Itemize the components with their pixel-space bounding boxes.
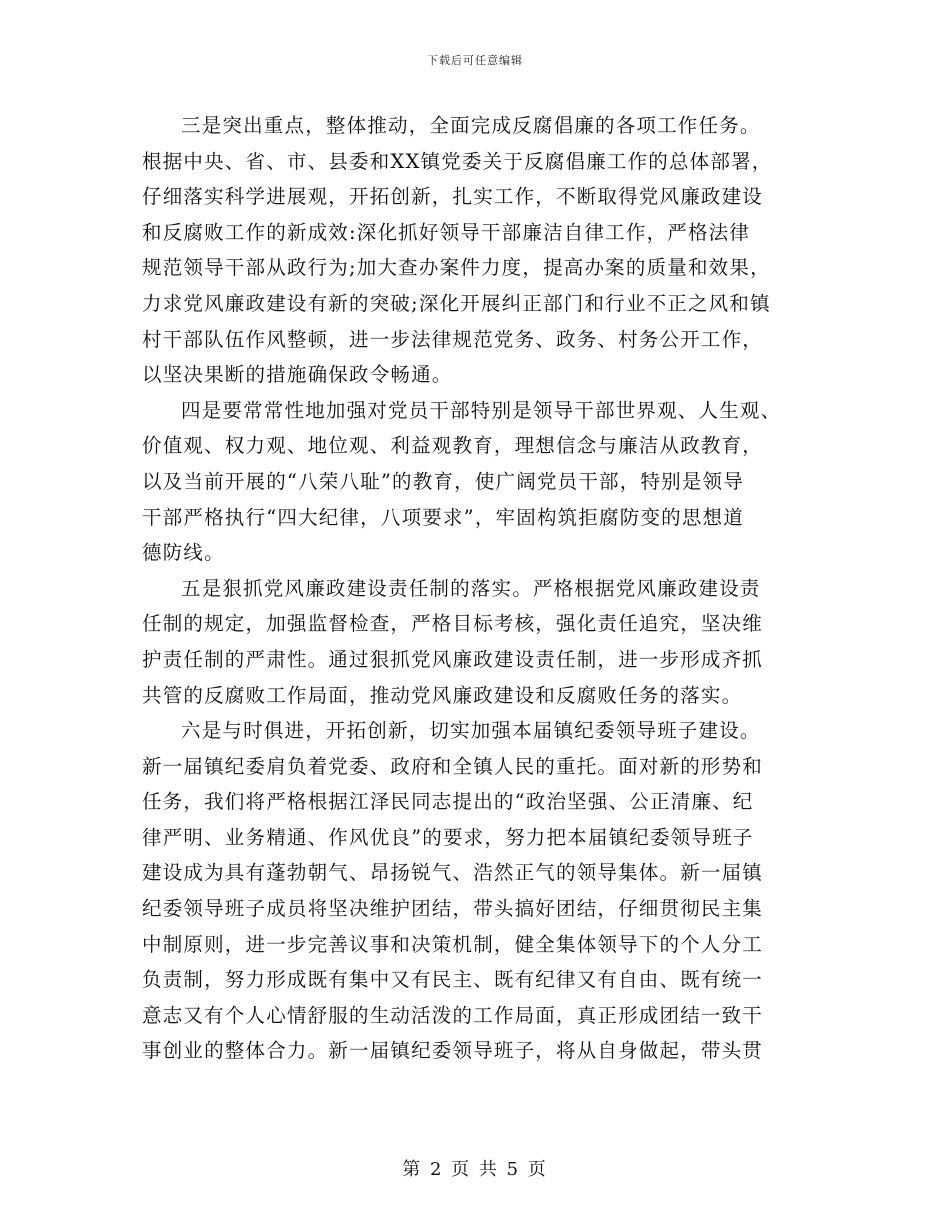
page-number: 第 2 页 共 5 页 bbox=[402, 1159, 548, 1180]
paragraph-line: 建设成为具有蓬勃朝气、昂扬锐气、浩然正气的领导集体。新一届镇 bbox=[142, 861, 764, 885]
paragraph-line: 根据中央、省、市、县委和XX镇党委关于反腐倡廉工作的总体部署， bbox=[142, 149, 773, 173]
paragraph-line: 仔细落实科学进展观，开拓创新，扎实工作，不断取得党风廉政建设 bbox=[142, 185, 764, 209]
paragraph-line: 以及当前开展的“八荣八耻”的教育，使广阔党员干部，特别是领导 bbox=[142, 469, 744, 493]
paragraph-line: 任制的规定，加强监督检查，严格目标考核，强化责任追究，坚决维 bbox=[142, 612, 764, 636]
paragraph-line: 规范领导干部从政行为;加大查办案件力度，提高办案的质量和效果， bbox=[142, 256, 771, 280]
paragraph-line: 意志又有个人心情舒服的生动活泼的工作局面，真正形成团结一致干 bbox=[142, 1003, 764, 1027]
paragraph-line: 护责任制的严肃性。通过狠抓党风廉政建设责任制，进一步形成齐抓 bbox=[142, 647, 764, 671]
paragraph-line: 村干部队伍作风整顿，进一步法律规范党务、政务、村务公开工作， bbox=[142, 327, 764, 351]
page-header: 下载后可任意编辑 bbox=[427, 54, 523, 67]
document-body bbox=[142, 108, 818, 1069]
paragraph-line: 价值观、权力观、地位观、利益观教育，理想信念与廉洁从政教育， bbox=[142, 434, 764, 458]
paragraph-line: 和反腐败工作的新成效:深化抓好领导干部廉洁自律工作，严格法律 bbox=[142, 220, 751, 244]
paragraph-line: 干部严格执行“四大纪律，八项要求”，牢固构筑拒腐防变的思想道 bbox=[142, 505, 744, 529]
paragraph-line: 六是与时俱进，开拓创新，切实加强本届镇纪委领导班子建设。 bbox=[181, 719, 761, 743]
paragraph-line: 三是突出重点，整体推动，全面完成反腐倡廉的各项工作任务。 bbox=[181, 114, 761, 137]
paragraph-line: 以坚决果断的措施确保政令畅通。 bbox=[142, 363, 453, 387]
paragraph-line: 纪委领导班子成员将坚决维护团结，带头搞好团结，仔细贯彻民主集 bbox=[142, 897, 764, 921]
paragraph-line: 事创业的整体合力。新一届镇纪委领导班子，将从自身做起，带头贯 bbox=[142, 1039, 764, 1063]
paragraph-line: 律严明、业务精通、作风优良”的要求，努力把本届镇纪委领导班子 bbox=[142, 825, 754, 849]
paragraph-line: 任务，我们将严格根据江泽民同志提出的“政治坚强、公正清廉、纪 bbox=[142, 790, 754, 814]
paragraph-line: 新一届镇纪委肩负着党委、政府和全镇人民的重托。面对新的形势和 bbox=[142, 754, 764, 778]
paragraph-line: 力求党风廉政建设有新的突破;深化开展纠正部门和行业不正之风和镇 bbox=[142, 291, 771, 315]
paragraph-line: 中制原则，进一步完善议事和决策机制，健全集体领导下的个人分工 bbox=[142, 932, 764, 956]
paragraph-line: 负责制，努力形成既有集中又有民主、既有纪律又有自由、既有统一 bbox=[142, 968, 764, 992]
paragraph-line: 德防线。 bbox=[142, 541, 225, 565]
paragraph-line: 五是狠抓党风廉政建设责任制的落实。严格根据党风廉政建设责 bbox=[181, 576, 761, 600]
paragraph-line: 四是要常常性地加强对党员干部特别是领导干部世界观、人生观、 bbox=[181, 398, 782, 422]
paragraph-line: 共管的反腐败工作局面，推动党风廉政建设和反腐败任务的落实。 bbox=[142, 683, 743, 707]
